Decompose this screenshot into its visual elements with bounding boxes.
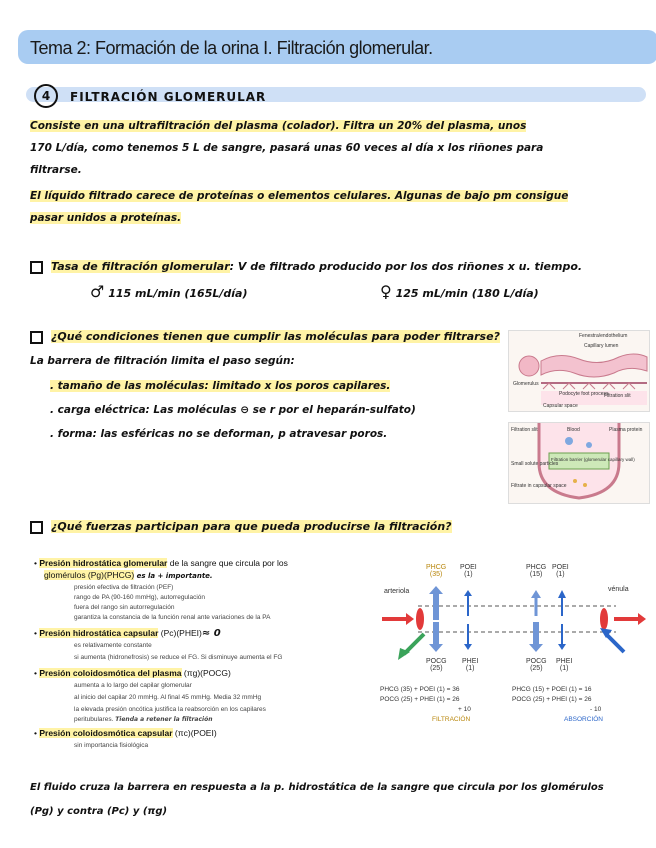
fig-label: Fenestra/endothelium [579,333,628,339]
fig-label: Capillary lumen [584,343,619,349]
filtration-barrier-figure [508,422,650,504]
condition-item-3: . forma: las esféricas no se deforman, p atravesar poros. [50,428,388,440]
intro-line-5: pasar unidos a proteínas. [30,212,182,224]
intro-line-4: El líquido filtrado carece de proteínas o elementos celulares. Algunas de bajo pm consigue [30,190,569,202]
pressure-diagram [376,560,648,728]
equation-right: PHCG (15) + POEI (1) = 16 [512,686,592,693]
force-detail: presión efectiva de filtración (PEF) [74,584,174,591]
closing-line-1: El fluido cruza la barrera en respuesta a la p. hidrostática de la sangre que circula por los glomérulos [30,782,604,793]
force-bullet-1: • Presión hidrostática glomerular de la sangre que circula por los [34,558,288,568]
equation-left: PHCG (35) + POEI (1) = 36 [380,686,460,693]
male-symbol-icon: ♂ [90,282,105,301]
checkbox-icon [30,261,43,274]
force-bullet-1-line2: glomérulos (Pg)(PHCG) es la + importante. [44,570,213,580]
fig-label: Glomerulus [513,381,539,387]
label-arteriola: arteriola [384,588,410,595]
label-venula: vénula [608,586,629,593]
force-detail: si aumenta (hidronefrosis) se reduce el FG. Si disminuye aumenta el FG [74,654,283,661]
fig-label: Small solute particles [511,461,559,467]
label-pocg-right: POCG (25) [526,658,547,672]
force-detail: es relativamente constante [74,642,152,649]
fig-label: Filtration slit [511,427,538,433]
label-poei-right: POEI (1) [552,564,569,578]
section-heading: FILTRACIÓN GLOMERULAR [70,90,267,104]
label-poei-left: POEI (1) [460,564,477,578]
force-detail: al inicio del capilar 20 mmHg. Al final 45 mmHg. Media 32 mmHg [74,694,262,701]
conditions-question: ¿Qué condiciones tienen que cumplir las moléculas para poder filtrarse? [30,330,500,344]
tfg-male [90,282,247,301]
force-bullet-3: • Presión coloidosmótica del plasma (πg)(POCG) [34,668,231,678]
label-pocg-left: POCG (25) [426,658,447,672]
closing-line-2: (Pg) y contra (Pc) y (πg) [30,806,168,817]
equation-right: POCG (25) + PHEI (1) = 26 [512,696,592,703]
fig-label: Podocyte foot process [559,391,609,397]
condition-item-1: . tamaño de las moléculas: limitado x los poros capilares. [50,380,391,392]
page-title: Tema 2: Formación de la orina I. Filtración glomerular. [30,38,433,58]
forces-question: ¿Qué fuerzas participan para que pueda producirse la filtración? [30,520,452,534]
filtration-membrane-svg [509,331,649,411]
intro-line-2: 170 L/día, como tenemos 5 L de sangre, pasará unas 60 veces al día x los riñones para [30,142,544,154]
fig-label: Filtrate in capsular space [511,483,567,489]
intro-line-1: Consiste en una ultrafiltración del plasma (colador). Filtra un 20% del plasma, unos [30,120,527,132]
force-detail: garantiza la constancia de la función renal ante variaciones de la PA [74,614,271,621]
equation-left: POCG (25) + PHEI (1) = 26 [380,696,460,703]
section-number: 4 [34,84,58,108]
checkbox-icon [30,331,43,344]
intro-line-3: filtrarse. [30,164,82,176]
fig-label: Plasma protein [609,427,643,433]
force-bullet-4: • Presión coloidosmótica capsular (πc)(POEI) [34,728,217,738]
label-phei-left: PHEI (1) [462,658,479,672]
fig-label: Filtration barrier (glomerular capillary wall) [551,457,635,462]
force-detail: la elevada presión oncótica justifica la reabsorción en los capilares [74,706,266,713]
conditions-intro: La barrera de filtración limita el paso según: [30,355,295,367]
force-detail: aumenta a lo largo del capilar glomerular [74,682,192,689]
filtration-membrane-figure [508,330,650,412]
force-detail: peritubulares. Tienda a retener la filtración [74,716,213,723]
fig-label: Filtration slit [604,393,631,399]
force-bullet-2: • Presión hidrostática capsular (Pc)(PHEI)≈ 0 [34,628,221,639]
equation-right: - 10 [590,706,602,713]
fig-label: Blood [567,427,580,433]
fig-label: Capsular space [543,403,578,409]
checkbox-icon [30,521,43,534]
label-phcg-right: PHCG (15) [526,564,547,578]
force-detail: fuera del rango sin autorregulación [74,604,175,611]
tfg-female [380,282,539,301]
label-filtracion: FILTRACIÓN [432,716,471,723]
force-detail: rango de PA (90-160 mmHg), autorregulación [74,594,206,601]
tfg-definition: : V de filtrado producido por los dos riñones x u. tiempo. [229,260,583,273]
equation-left: + 10 [458,706,471,713]
tfg-male-value: 115 mL/min (165L/día) [108,287,248,300]
label-phcg-left: PHCG (35) [426,564,447,578]
condition-item-2: . carga eléctrica: Las moléculas ⊖ se r por el heparán-sulfato) [50,404,416,416]
tfg-heading: Tasa de filtración glomerular [51,260,230,273]
tfg-female-value: 125 mL/min (180 L/día) [395,287,539,300]
female-symbol-icon: ♀ [380,282,392,301]
force-detail: sin importancia fisiológica [74,742,149,749]
label-phei-right: PHEI (1) [556,658,573,672]
tfg-line [30,260,582,274]
label-absorcion: ABSORCIÓN [564,716,604,723]
